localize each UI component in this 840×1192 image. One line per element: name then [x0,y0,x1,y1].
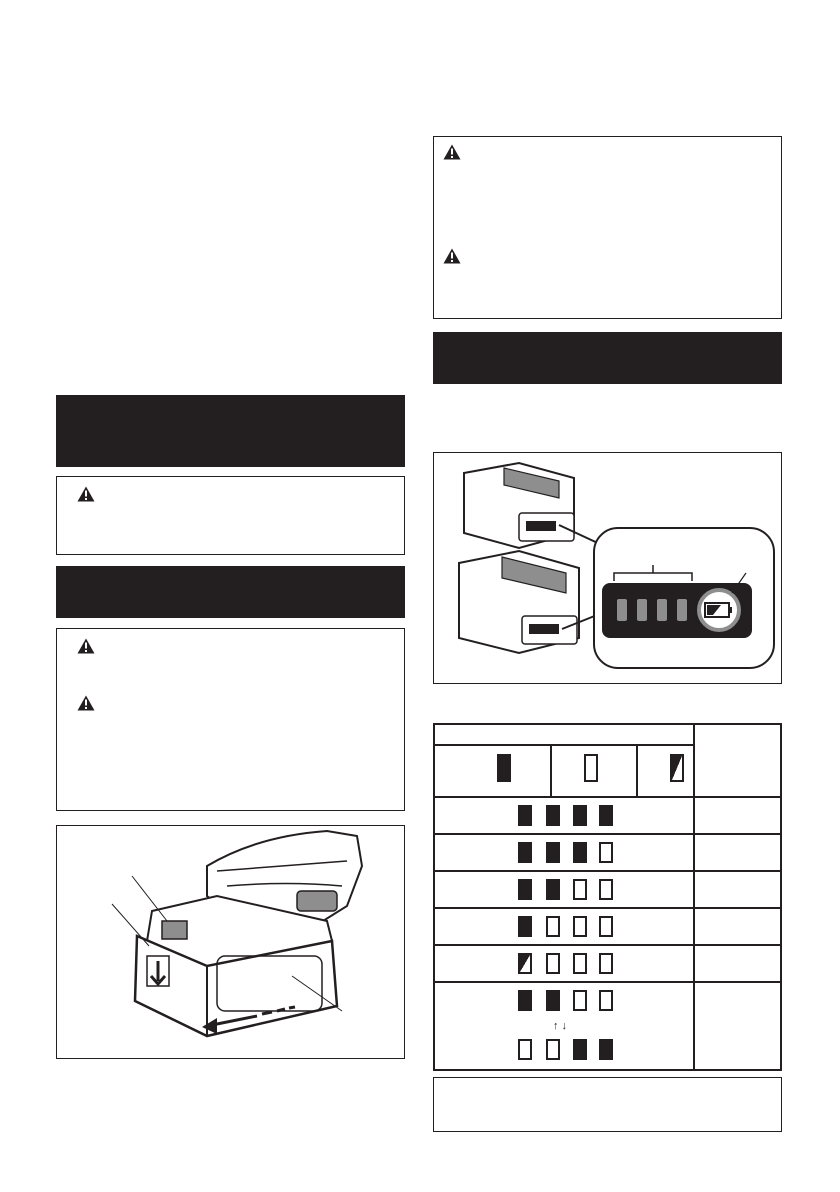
lamp-6-3 [573,990,587,1011]
lamp-3-3 [573,879,587,900]
note-box [433,1077,782,1132]
caution-box-1 [56,476,405,555]
lamp-6-alt-2 [546,1039,560,1060]
warning-triangle-icon [77,638,95,654]
warning-box-right [433,136,782,319]
lamp-5-3 [573,953,587,974]
battery-check-icon [705,603,732,617]
battery-install-figure [56,825,405,1059]
lamp-1-2 [546,805,560,826]
lamp-5-2 [546,953,560,974]
lamp-2-3 [573,842,587,863]
section-header-left-1 [56,395,405,467]
legend-lighted [497,754,511,782]
lamp-4-4 [599,916,613,937]
warning-triangle-icon [443,144,461,160]
lamp-6-4 [599,990,613,1011]
lamp-3-1 [518,879,532,900]
lamp-6-alt-1 [518,1039,532,1060]
battery-indicator-figure [433,452,782,684]
lamp-2-1 [518,842,532,863]
lamp-6-alt-3 [573,1039,587,1060]
lamp-4-1 [518,916,532,937]
warning-triangle-icon [77,695,95,711]
lamp-2-2 [546,842,560,863]
lamp-1-3 [573,805,587,826]
lamp-3-2 [546,879,560,900]
lamp-5-4 [599,953,613,974]
lamp-6-2 [546,990,560,1011]
section-header-left-2 [56,566,405,618]
section-header-right [433,332,782,384]
caution-box-2 [56,628,405,811]
battery-install-illustration [57,826,403,1057]
battery-indicator-illustration [434,453,780,682]
alternate-arrows: ↑ ↓ [553,1020,568,1032]
legend-off [584,754,598,782]
lamp-1-1 [518,805,532,826]
warning-triangle-icon [77,486,95,502]
lamp-4-2 [546,916,560,937]
lamp-6-alt-4 [599,1039,613,1060]
lamp-6-1 [518,990,532,1011]
legend-blinking [670,754,684,782]
indicator-table [433,723,782,1071]
warning-triangle-icon [443,248,461,264]
lamp-4-3 [573,916,587,937]
lamp-5-1 [518,953,532,974]
lamp-1-4 [599,805,613,826]
lamp-3-4 [599,879,613,900]
lamp-2-4 [599,842,613,863]
